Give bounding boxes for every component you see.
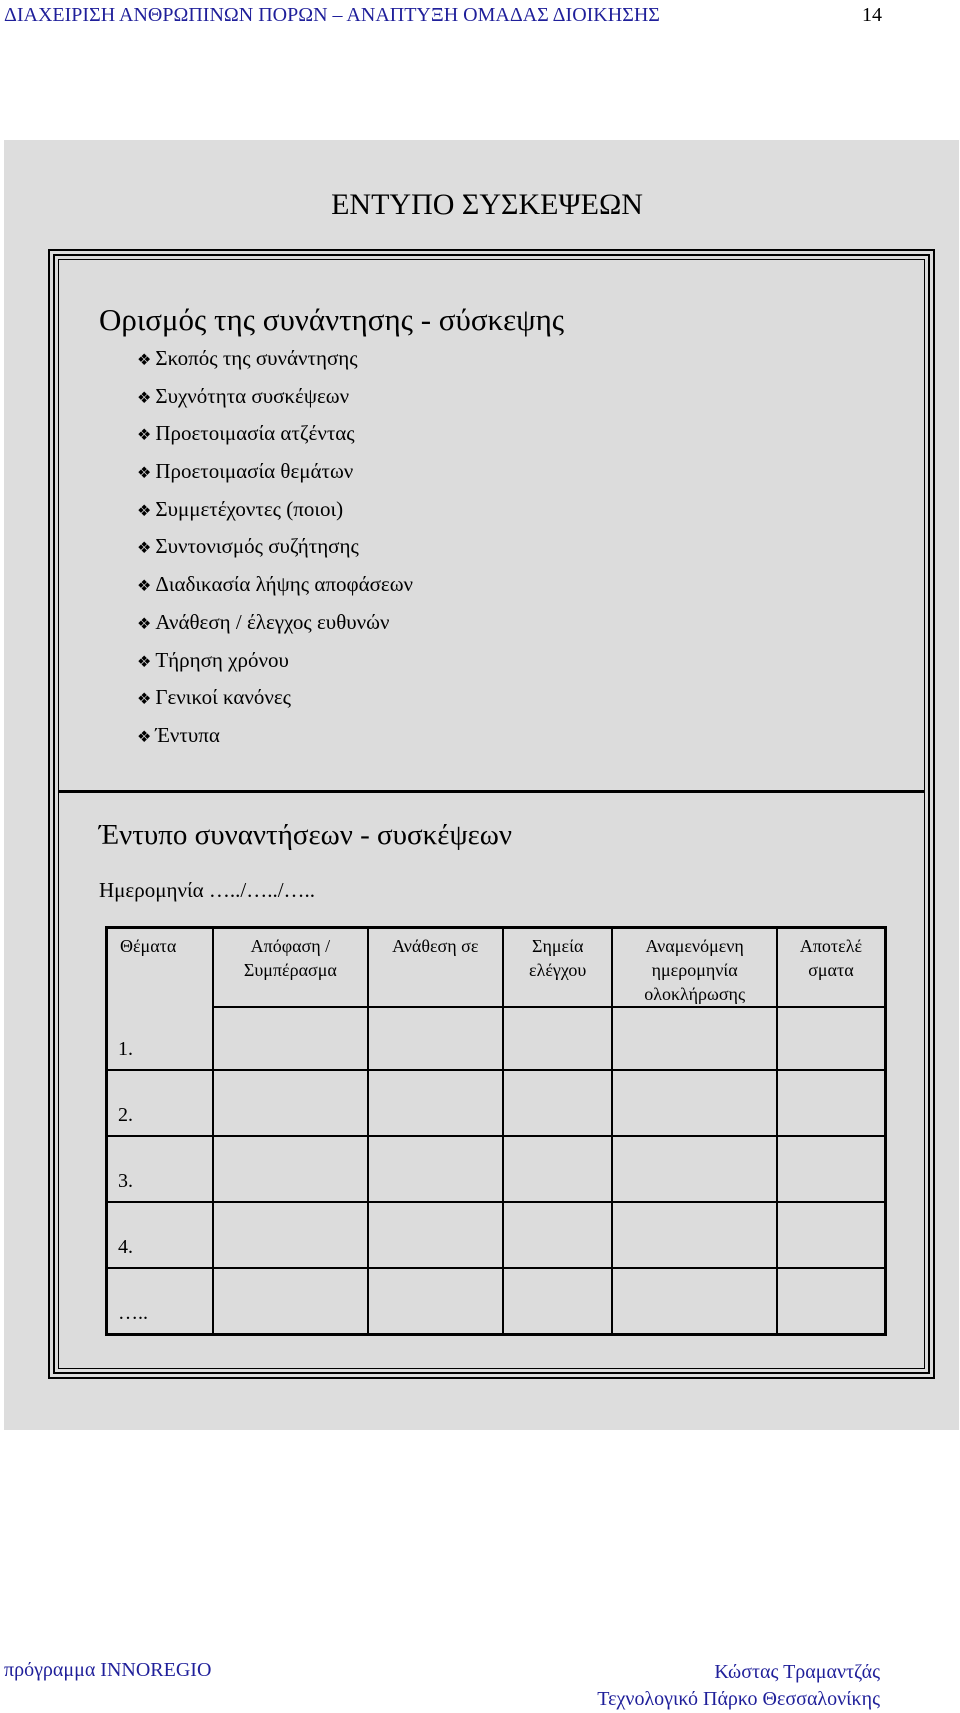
column-header-decision: Απόφαση / Συμπέρασμα bbox=[213, 928, 367, 1008]
date-field: Ημερομηνία …../…../….. bbox=[99, 878, 316, 902]
list-item bbox=[137, 415, 413, 453]
diamond-bullet-icon: ❖ bbox=[137, 615, 152, 633]
table-cell bbox=[777, 1268, 886, 1335]
list-item-label: Σκοπός της συνάντησης bbox=[155, 346, 358, 370]
list-item-label: Συμμετέχοντες (ποιοι) bbox=[155, 496, 344, 521]
table-row bbox=[107, 1268, 886, 1335]
table-cell bbox=[612, 1136, 776, 1202]
running-header-title: ΔΙΑΧΕΙΡΙΣΗ ΑΝΘΡΩΠΙΝΩΝ ΠΟΡΩΝ – ΑΝΑΠΤΥΞΗ ΟΜΑΔΑΣ ΔΙΟΙΚΗΣΗΣ bbox=[4, 4, 660, 26]
table-cell bbox=[503, 1070, 613, 1136]
table-cell bbox=[213, 1268, 367, 1335]
diamond-bullet-icon: ❖ bbox=[137, 578, 152, 596]
table-row bbox=[107, 1070, 886, 1136]
row-number: 2. bbox=[107, 1070, 214, 1136]
list-item-label: Τήρηση χρόνου bbox=[155, 647, 289, 672]
table-row bbox=[107, 1202, 886, 1268]
table-cell bbox=[368, 1202, 503, 1268]
table-cell bbox=[368, 1268, 503, 1335]
table-cell bbox=[777, 1007, 886, 1070]
table-cell bbox=[368, 1136, 503, 1202]
table-cell bbox=[213, 1007, 367, 1070]
form-frame-inner bbox=[58, 259, 925, 1369]
form-title: ΕΝΤΥΠΟ ΣΥΣΚΕΨΕΩΝ bbox=[331, 188, 643, 221]
footer-credits bbox=[597, 1659, 880, 1713]
diamond-bullet-icon: ❖ bbox=[137, 389, 152, 407]
list-item-label: Ανάθεση / έλεγχος ευθυνών bbox=[155, 609, 390, 634]
table-cell bbox=[368, 1070, 503, 1136]
list-item-label: Γενικοί κανόνες bbox=[155, 685, 291, 710]
table-cell bbox=[213, 1202, 367, 1268]
table-row bbox=[107, 1136, 886, 1202]
diamond-bullet-icon: ❖ bbox=[137, 465, 152, 483]
list-item bbox=[137, 679, 413, 717]
table-cell bbox=[368, 1007, 503, 1070]
form-frame bbox=[48, 249, 935, 1379]
table-cell bbox=[612, 1202, 776, 1268]
organization-name: Τεχνολογικό Πάρκο Θεσσαλονίκης bbox=[597, 1688, 880, 1710]
list-item bbox=[137, 642, 413, 680]
diamond-bullet-icon: ❖ bbox=[137, 502, 152, 520]
meeting-definition-heading: Ορισμός της συνάντησης - σύσκεψης bbox=[99, 302, 565, 337]
table-cell bbox=[612, 1268, 776, 1335]
table-cell bbox=[612, 1070, 776, 1136]
list-item bbox=[137, 604, 413, 642]
list-item-label: Συντονισμός συζήτησης bbox=[155, 534, 359, 559]
list-item bbox=[137, 378, 413, 416]
list-item bbox=[137, 528, 413, 566]
program-label: πρόγραμμα INNOREGIO bbox=[4, 1659, 212, 1681]
meeting-definition-list bbox=[137, 340, 413, 755]
table-cell bbox=[213, 1136, 367, 1202]
diamond-bullet-icon: ❖ bbox=[137, 352, 152, 369]
list-item bbox=[137, 340, 413, 378]
author-name: Κώστας Τραμαντζάς bbox=[714, 1661, 880, 1683]
column-header-results: Αποτελέ σματα bbox=[777, 928, 886, 1008]
list-item-label: Έντυπα bbox=[155, 722, 220, 747]
meeting-form-heading: Έντυπο συναντήσεων - συσκέψεων bbox=[99, 819, 512, 851]
diamond-bullet-icon: ❖ bbox=[137, 540, 152, 558]
list-item bbox=[137, 491, 413, 529]
form-panel bbox=[4, 140, 959, 1430]
table-cell bbox=[612, 1007, 776, 1070]
table-cell bbox=[503, 1007, 613, 1070]
table-cell bbox=[777, 1202, 886, 1268]
row-number: 3. bbox=[107, 1136, 214, 1202]
list-item-label: Προετοιμασία ατζέντας bbox=[155, 421, 355, 446]
table-cell bbox=[503, 1268, 613, 1335]
table-cell bbox=[213, 1070, 367, 1136]
table-header-row bbox=[107, 928, 886, 1008]
list-item bbox=[137, 717, 413, 755]
list-item-label: Συχνότητα συσκέψεων bbox=[155, 383, 350, 408]
row-number: 1. bbox=[107, 1007, 214, 1070]
column-header-assigned-to: Ανάθεση σε bbox=[368, 928, 503, 1008]
list-item bbox=[137, 566, 413, 604]
diamond-bullet-icon: ❖ bbox=[137, 728, 152, 746]
page-number: 14 bbox=[862, 4, 882, 26]
diamond-bullet-icon: ❖ bbox=[137, 427, 152, 445]
row-number: ….. bbox=[107, 1268, 214, 1335]
list-item bbox=[137, 453, 413, 491]
section-divider bbox=[59, 790, 924, 793]
list-item-label: Προετοιμασία θεμάτων bbox=[155, 459, 354, 484]
list-item-label: Διαδικασία λήψης αποφάσεων bbox=[155, 572, 414, 597]
diamond-bullet-icon: ❖ bbox=[137, 691, 152, 709]
table-cell bbox=[777, 1070, 886, 1136]
column-header-topics: Θέματα bbox=[107, 928, 214, 1008]
meeting-minutes-table bbox=[105, 926, 887, 1336]
column-header-expected-completion: Αναμενόμενη ημερομηνία ολοκλήρωσης bbox=[612, 928, 776, 1008]
table-cell bbox=[777, 1136, 886, 1202]
column-header-checkpoints: Σημεία ελέγχου bbox=[503, 928, 613, 1008]
diamond-bullet-icon: ❖ bbox=[137, 653, 152, 671]
table-cell bbox=[503, 1136, 613, 1202]
row-number: 4. bbox=[107, 1202, 214, 1268]
table-row bbox=[107, 1007, 886, 1070]
table-cell bbox=[503, 1202, 613, 1268]
